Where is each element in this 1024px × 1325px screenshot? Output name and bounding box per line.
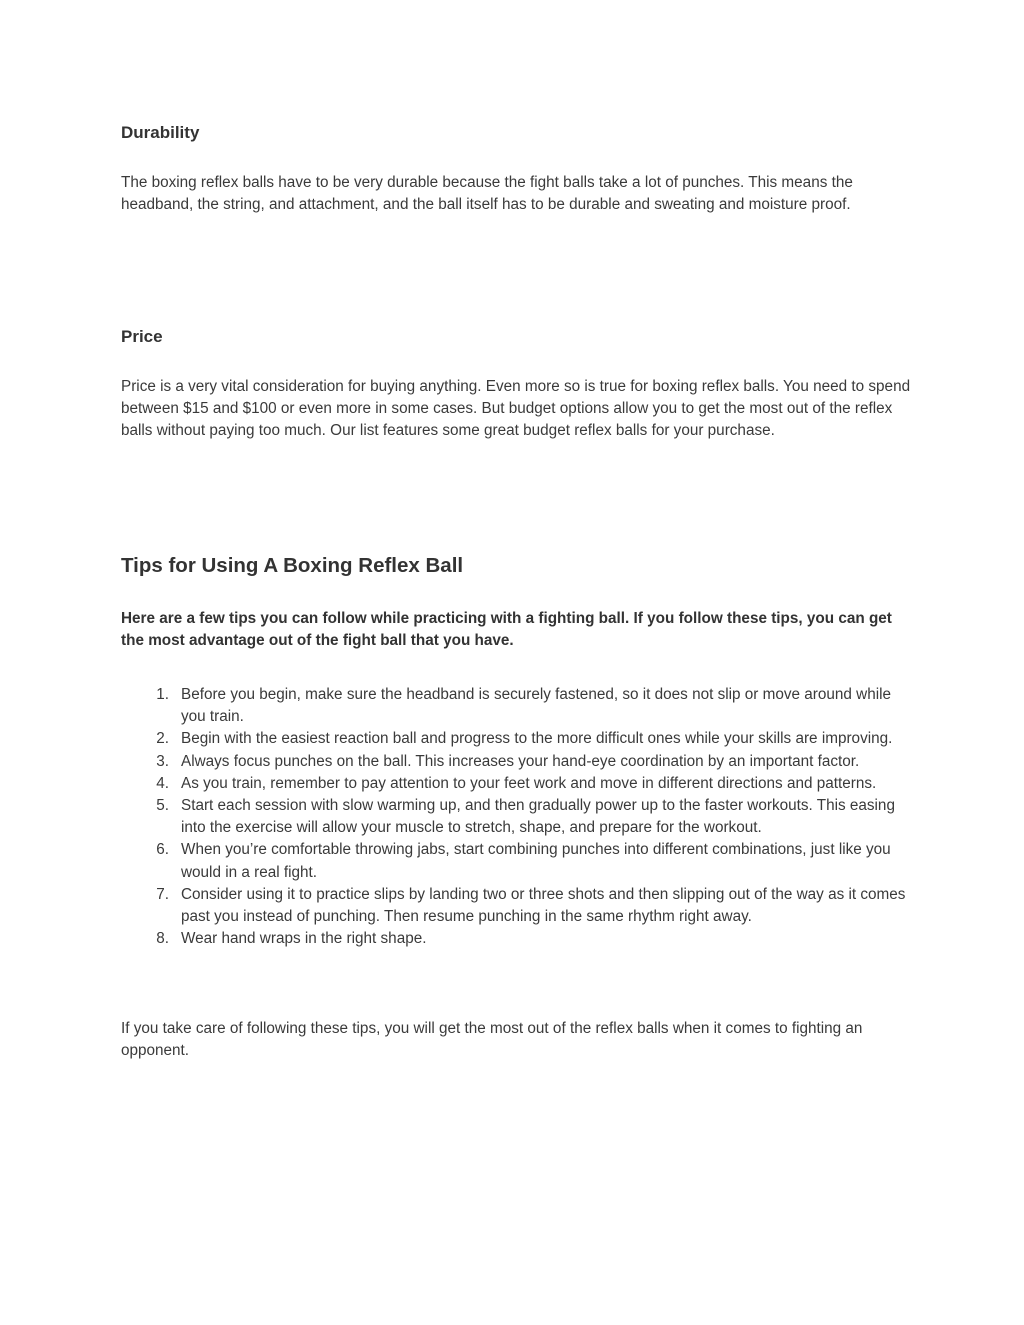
list-item: Wear hand wraps in the right shape.	[181, 930, 427, 948]
list-item: Start each session with slow warming up, and then gradually power up to the faster workouts. This easing into the exercise will allow your muscle to stretch, shape, and prepare for the workout.	[181, 797, 895, 837]
tips-closing-paragraph: If you take care of following these tips, you will get the most out of the reflex balls when it comes to fighting an opponent.	[121, 1020, 863, 1060]
list-item: Begin with the easiest reaction ball and progress to the more difficult ones while your skills are improving.	[181, 730, 893, 748]
price-heading: Price	[121, 327, 163, 346]
list-item: As you train, remember to pay attention to your feet work and move in different directions and patterns.	[181, 774, 877, 792]
list-item: Before you begin, make sure the headband is securely fastened, so it does not slip or move around while you train.	[181, 686, 892, 726]
tips-heading: Tips for Using A Boxing Reflex Ball	[121, 554, 464, 577]
price-paragraph: Price is a very vital consideration for buying anything. Even more so is true for boxing reflex balls. You need to spend between $15 and $100 or even more in some cases. But budget options allow you to get the most out of the reflex balls without paying too much. Our list features some great budget reflex balls for your purchase.	[121, 378, 911, 440]
durability-paragraph: The boxing reflex balls have to be very durable because the fight balls take a lot of punches. This means the headband, the string, and attachment, and the ball itself has to be durable and sweating and moisture proof.	[121, 174, 853, 214]
tips-list	[121, 684, 911, 950]
list-item: Consider using it to practice slips by landing two or three shots and then slipping out of the way as it comes past you instead of punching. Then resume punching in the same rhythm right away.	[181, 885, 906, 926]
list-item: Always focus punches on the ball. This increases your hand-eye coordination by an important factor.	[181, 752, 860, 770]
list-item: When you’re comfortable throwing jabs, start combining punches into different combinations, just like you would in a real fight.	[181, 841, 891, 881]
durability-heading: Durability	[121, 123, 200, 142]
tips-intro: Here are a few tips you can follow while practicing with a fighting ball. If you follow these tips, you can get the most advantage out of the fight ball that you have.	[121, 610, 892, 650]
